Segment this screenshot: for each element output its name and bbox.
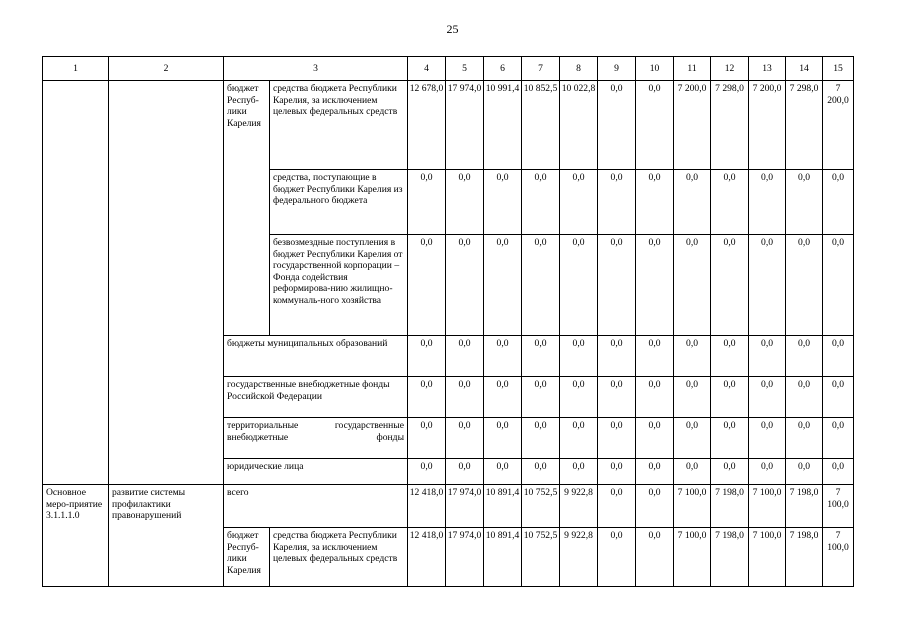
page-number: 25 [446,22,459,36]
value-cell: 0,0 [560,170,598,235]
value-cell: 10 752,5 [522,528,560,587]
row-label: средства, поступающие в бюджет Республики Карелия из федерального бюджета [270,170,408,235]
table-row [43,485,854,528]
value-cell: 0,0 [598,418,636,459]
value-cell: 0,0 [636,235,674,336]
value-cell: 0,0 [484,170,522,235]
value-cell: 0,0 [446,235,484,336]
header-cell: 12 [711,57,749,81]
value-cell: 0,0 [823,336,854,377]
header-cell: 10 [636,57,674,81]
row-label: юридические лица [224,459,408,485]
value-cell: 0,0 [749,459,786,485]
value-cell: 0,0 [484,418,522,459]
value-cell: 0,0 [522,336,560,377]
value-cell: 0,0 [636,459,674,485]
value-cell: 0,0 [711,235,749,336]
row-label: территориальные государственные внебюджетные фонды [224,418,408,459]
value-cell: 17 974,0 [446,485,484,528]
value-cell: 0,0 [522,235,560,336]
value-cell: 7 298,0 [786,81,823,170]
value-cell: 0,0 [598,170,636,235]
row-label: всего [224,485,408,528]
value-cell: 0,0 [786,336,823,377]
value-cell: 0,0 [674,336,711,377]
value-cell: 0,0 [749,377,786,418]
value-cell: 7 198,0 [711,528,749,587]
value-cell: 0,0 [598,528,636,587]
value-cell: 0,0 [823,377,854,418]
header-cell: 7 [522,57,560,81]
value-cell: 10 852,5 [522,81,560,170]
value-cell: 0,0 [522,418,560,459]
budget-source-label: бюджет Респуб-лики Карелия [224,528,270,587]
value-cell: 0,0 [598,81,636,170]
value-cell: 0,0 [711,336,749,377]
value-cell: 0,0 [522,170,560,235]
value-cell: 0,0 [786,459,823,485]
value-cell: 0,0 [711,459,749,485]
value-cell: 0,0 [560,377,598,418]
value-cell: 12 418,0 [408,485,446,528]
value-cell: 0,0 [636,418,674,459]
value-cell: 0,0 [749,235,786,336]
value-cell: 12 418,0 [408,528,446,587]
budget-source-label: бюджет Респуб-лики Карелия [224,81,270,336]
value-cell: 0,0 [674,377,711,418]
value-cell: 7 198,0 [786,485,823,528]
header-cell: 13 [749,57,786,81]
value-cell: 0,0 [711,418,749,459]
value-cell: 0,0 [636,170,674,235]
value-cell: 7 200,0 [749,81,786,170]
measure-name: Основное меро-приятие 3.1.1.1.0 [43,485,109,587]
row-label: средства бюджета Республики Карелия, за исключением целевых федеральных средств [270,81,408,170]
value-cell: 7 200,0 [674,81,711,170]
value-cell: 10 891,4 [484,485,522,528]
value-cell: 17 974,0 [446,81,484,170]
value-cell: 7 100,0 [749,485,786,528]
value-cell: 0,0 [408,336,446,377]
header-row [43,57,854,81]
value-cell: 0,0 [560,418,598,459]
header-cell: 5 [446,57,484,81]
value-cell: 0,0 [560,459,598,485]
value-cell: 0,0 [823,459,854,485]
value-cell: 0,0 [408,377,446,418]
value-cell: 9 922,8 [560,528,598,587]
value-cell: 0,0 [484,336,522,377]
value-cell: 0,0 [636,377,674,418]
value-cell: 0,0 [674,235,711,336]
value-cell: 0,0 [786,418,823,459]
value-cell: 0,0 [598,336,636,377]
value-cell: 0,0 [598,485,636,528]
value-cell: 0,0 [711,377,749,418]
value-cell: 0,0 [408,418,446,459]
value-cell: 0,0 [598,235,636,336]
value-cell: 0,0 [598,377,636,418]
value-cell: 10 752,5 [522,485,560,528]
value-cell: 7 100,0 [823,485,854,528]
measure-title: развитие системы профилактики правонарушений [109,485,224,587]
value-cell: 10 022,8 [560,81,598,170]
value-cell: 0,0 [560,336,598,377]
value-cell: 0,0 [636,485,674,528]
value-cell: 17 974,0 [446,528,484,587]
value-cell: 0,0 [823,170,854,235]
value-cell: 0,0 [446,336,484,377]
value-cell: 0,0 [674,170,711,235]
header-cell: 6 [484,57,522,81]
value-cell: 7 198,0 [786,528,823,587]
value-cell: 0,0 [749,170,786,235]
value-cell: 0,0 [446,418,484,459]
value-cell: 0,0 [408,170,446,235]
header-cell: 8 [560,57,598,81]
value-cell: 0,0 [749,336,786,377]
value-cell: 0,0 [823,418,854,459]
value-cell: 0,0 [522,459,560,485]
header-cell: 3 [224,57,408,81]
header-cell: 4 [408,57,446,81]
header-cell: 15 [823,57,854,81]
value-cell: 0,0 [484,459,522,485]
header-cell: 14 [786,57,823,81]
value-cell: 0,0 [408,235,446,336]
value-cell: 7 100,0 [674,485,711,528]
empty-cell [43,81,109,485]
value-cell: 0,0 [484,235,522,336]
value-cell: 0,0 [446,459,484,485]
value-cell: 7 298,0 [711,81,749,170]
value-cell: 0,0 [674,459,711,485]
header-cell: 2 [109,57,224,81]
value-cell: 0,0 [711,170,749,235]
header-cell: 11 [674,57,711,81]
value-cell: 0,0 [636,528,674,587]
row-label: государственные внебюджетные фонды Российской Федерации [224,377,408,418]
value-cell: 0,0 [786,235,823,336]
value-cell: 0,0 [786,377,823,418]
value-cell: 0,0 [522,377,560,418]
value-cell: 7 100,0 [749,528,786,587]
value-cell: 7 200,0 [823,81,854,170]
header-cell: 9 [598,57,636,81]
table-row [43,81,854,170]
header-cell: 1 [43,57,109,81]
value-cell: 0,0 [408,459,446,485]
value-cell: 0,0 [560,235,598,336]
value-cell: 0,0 [484,377,522,418]
value-cell: 0,0 [823,235,854,336]
value-cell: 0,0 [446,170,484,235]
value-cell: 0,0 [636,81,674,170]
value-cell: 0,0 [446,377,484,418]
value-cell: 9 922,8 [560,485,598,528]
row-label: средства бюджета Республики Карелия, за исключением целевых федеральных средств [270,528,408,587]
row-label: безвозмездные поступления в бюджет Республики Карелия от государственной корпорации – Фонда содействия реформирова-нию жилищно-коммуналь-ного хозяйства [270,235,408,336]
value-cell: 0,0 [674,418,711,459]
value-cell: 0,0 [636,336,674,377]
value-cell: 7 100,0 [823,528,854,587]
value-cell: 12 678,0 [408,81,446,170]
value-cell: 10 991,4 [484,81,522,170]
budget-table [42,56,854,587]
row-label: бюджеты муниципальных образований [224,336,408,377]
value-cell: 10 891,4 [484,528,522,587]
value-cell: 0,0 [598,459,636,485]
value-cell: 7 100,0 [674,528,711,587]
value-cell: 0,0 [749,418,786,459]
value-cell: 7 198,0 [711,485,749,528]
empty-cell [109,81,224,485]
value-cell: 0,0 [786,170,823,235]
